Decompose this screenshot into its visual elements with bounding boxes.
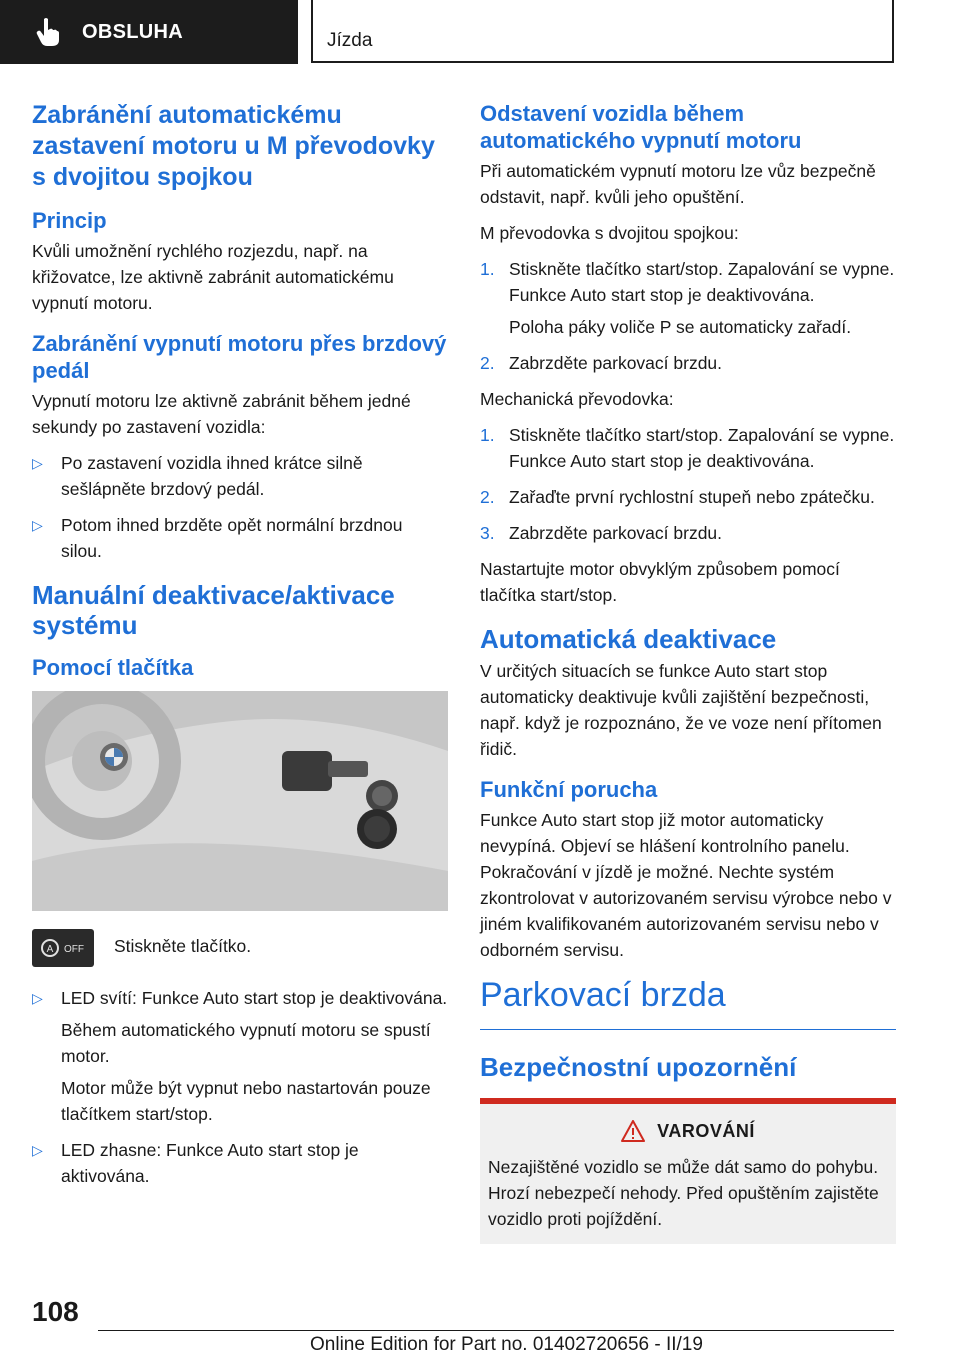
page-number: 108 bbox=[32, 1296, 79, 1327]
list-item: 2. Zabrzděte parkovací brzdu. bbox=[480, 350, 896, 376]
breadcrumb: Jízda bbox=[327, 30, 373, 51]
steering-wheel-illustration bbox=[32, 691, 448, 911]
header-section-label: OBSLUHA bbox=[82, 20, 183, 43]
list-item: ▷ LED svítí: Funkce Auto start stop je deaktivována. bbox=[32, 985, 448, 1011]
park-text: Při automatickém vypnutí motoru lze vůz bezpečně odstavit, např. kvůli jeho opuštění. bbox=[480, 161, 876, 207]
button-instruction-text: Stiskněte tlačítko. bbox=[114, 936, 252, 956]
auto-text: V určitých situacích se funkce Auto start stop automaticky deaktivuje kvůli zajištění bezpečnosti, např. když je rozpoznáno, že ve voze není přítomen řidič. bbox=[480, 661, 882, 759]
principle-text: Kvůli umožnění rychlého rozjezdu, např. na křižovatce, lze aktivně zabránit automatickému vypnutí motoru. bbox=[32, 241, 394, 313]
right-column bbox=[480, 100, 896, 1244]
svg-text:OFF: OFF bbox=[64, 944, 84, 955]
list-item: ▷ LED zhasne: Funkce Auto start stop je aktivována. bbox=[32, 1137, 448, 1189]
principle-heading: Princip bbox=[32, 208, 107, 233]
manual-heading: Manuální deaktivace/aktivace systému bbox=[32, 580, 395, 640]
led-on-note: Během automatického vypnutí motoru se spustí motor. bbox=[61, 1020, 431, 1066]
step-number: 2. bbox=[480, 487, 495, 507]
triangle-bullet-icon: ▷ bbox=[32, 990, 43, 1006]
svg-text:A: A bbox=[46, 944, 54, 955]
triangle-bullet-icon: ▷ bbox=[32, 517, 43, 533]
step-number: 3. bbox=[480, 523, 495, 543]
list-item: ▷ Po zastavení vozidla ihned krátce silně sešlápněte brzdový pedál. bbox=[32, 450, 448, 502]
warning-header bbox=[488, 1120, 888, 1142]
footer-edition: Online Edition for Part no. 01402720656 - II/19 bbox=[310, 1334, 703, 1355]
restart-text: Nastartujte motor obvyklým způsobem pomocí tlačítka start/stop. bbox=[480, 559, 840, 605]
step-note: Poloha páky voliče P se automaticky zařadí. bbox=[509, 317, 852, 337]
section-title: Zabránění automatickému zastavení motoru u M převodovky s dvojitou spojkou bbox=[32, 101, 435, 191]
step-number: 1. bbox=[480, 259, 495, 279]
triangle-bullet-icon: ▷ bbox=[32, 455, 43, 471]
list-item: 2. Zařaďte první rychlostní stupeň nebo zpátečku. bbox=[480, 484, 896, 510]
warning-triangle-icon bbox=[621, 1120, 645, 1142]
left-column bbox=[32, 100, 448, 1199]
led-list bbox=[32, 1137, 448, 1189]
list-item: 1. Stiskněte tlačítko start/stop. Zapalování se vypne. Funkce Auto start stop je deaktivována. bbox=[480, 256, 896, 308]
led-list bbox=[32, 985, 448, 1011]
hand-pointer-icon bbox=[36, 17, 62, 47]
brake-list bbox=[32, 450, 448, 564]
auto-start-stop-off-icon bbox=[32, 929, 94, 967]
dct-steps bbox=[480, 256, 896, 376]
warning-label: VAROVÁNÍ bbox=[657, 1120, 755, 1141]
list-item: 3. Zabrzděte parkovací brzdu. bbox=[480, 520, 896, 546]
triangle-bullet-icon: ▷ bbox=[32, 1142, 43, 1158]
park-heading: Odstavení vozidla během automatického vypnutí motoru bbox=[480, 101, 802, 153]
list-item: ▷ Potom ihned brzděte opět normální brzdnou silou. bbox=[32, 512, 448, 564]
parking-brake-title: Parkovací brzda bbox=[480, 975, 896, 1030]
manual-label: Mechanická převodovka: bbox=[480, 389, 674, 409]
footer-divider bbox=[98, 1330, 894, 1331]
header-section-tab bbox=[0, 0, 298, 64]
step-number: 2. bbox=[480, 353, 495, 373]
step-number: 1. bbox=[480, 425, 495, 445]
header-breadcrumb-box bbox=[311, 0, 894, 63]
dct-label: M převodovka s dvojitou spojkou: bbox=[480, 223, 739, 243]
list-item: 1. Stiskněte tlačítko start/stop. Zapalování se vypne. Funkce Auto start stop je deaktivována. bbox=[480, 422, 896, 474]
button-heading: Pomocí tlačítka bbox=[32, 655, 194, 680]
led-on-note: Motor může být vypnut nebo nastartován pouze tlačítkem start/stop. bbox=[61, 1078, 431, 1124]
brake-heading: Zabránění vypnutí motoru přes brzdový pedál bbox=[32, 331, 447, 383]
safety-heading: Bezpečnostní upozornění bbox=[480, 1052, 797, 1082]
fault-heading: Funkční porucha bbox=[480, 777, 658, 802]
warning-box bbox=[480, 1098, 896, 1244]
brake-text: Vypnutí motoru lze aktivně zabránit během jedné sekundy po zastavení vozidla: bbox=[32, 391, 411, 437]
button-instruction-row bbox=[32, 929, 448, 967]
fault-text: Funkce Auto start stop již motor automaticky nevypíná. Objeví se hlášení kontrolního panelu. Pokračování v jízdě je možné. Nechte systém zkontrolovat v autorizovaném servisu výrobce nebo v jiném kvalifikovaném autorizovaném servisu nebo v odborném servisu. bbox=[480, 810, 892, 960]
manual-steps bbox=[480, 422, 896, 546]
warning-text: Nezajištěné vozidlo se může dát samo do pohybu. Hrozí nebezpečí nehody. Před opuštěním zajistěte vozidlo proti pojíždění. bbox=[488, 1157, 879, 1229]
auto-heading: Automatická deaktivace bbox=[480, 624, 777, 654]
